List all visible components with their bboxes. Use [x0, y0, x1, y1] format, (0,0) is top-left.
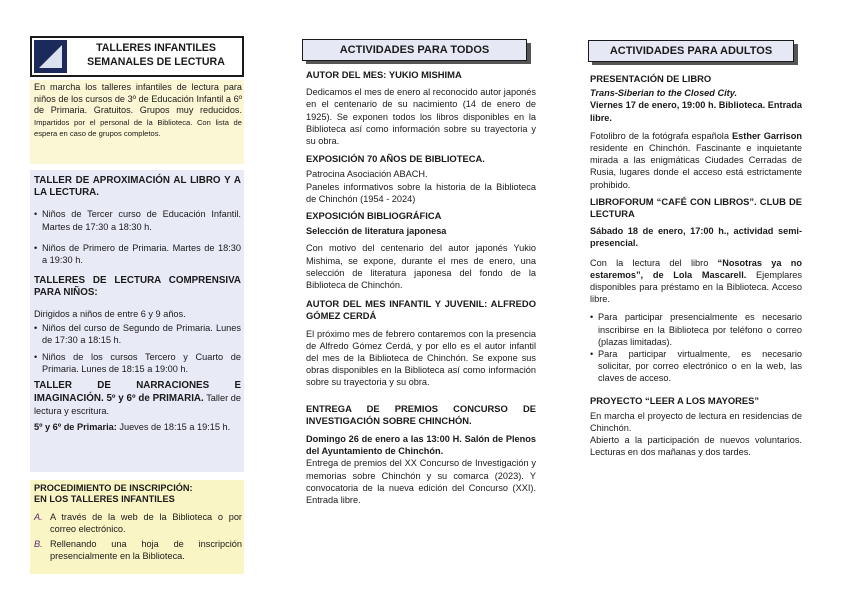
tab-actividades-adultos: ACTIVIDADES PARA ADULTOS — [588, 40, 794, 62]
presentacion-when: Viernes 17 de enero, 19:00 h. Biblioteca. Entrada libre. — [590, 100, 802, 123]
premios-text: Entrega de premios del XX Concurso de Investigación y memorias sobre Chinchón y su comarca (2023). Y convocatoria de la nueva edición del Concurso (XXI). Entrada libre. — [306, 458, 536, 506]
mayores-title: PROYECTO “LEER A LOS MAYORES” — [590, 394, 760, 406]
mayores-text1: En marcha el proyecto de lectura en residencias de Chinchón. — [590, 410, 802, 434]
inscripcion-option-b: B. Rellenando una hoja de inscripción presencialmente en la Biblioteca. — [34, 539, 242, 562]
club-text: Con la lectura del libro “Nosotras ya no estaremos”, de Lola Mascarell. Ejemplares disponibles para préstamo en la Biblioteca. Acceso libre. — [590, 257, 803, 305]
expobib-text: Con motivo del centenario del autor japonés Yukio Mishima, se expone, durante el mes de enero, una selección de literatura japonesa del fondo de la Biblioteca de Chinchón. — [306, 243, 536, 291]
taller1-list — [34, 208, 241, 266]
club-title: LIBROFORUM “CAFÉ CON LIBROS”. CLUB DE LECTURA — [590, 195, 802, 220]
taller2-sub: Dirigidos a niños de entre 6 y 9 años. — [34, 308, 186, 319]
expobib-title: EXPOSICIÓN BIBLIOGRÁFICA — [306, 210, 442, 222]
autor-title: AUTOR DEL MES: YUKIO MISHIMA — [306, 69, 462, 80]
expo70-text: Paneles informativos sobre la historia de la Biblioteca de Chinchón (1954 - 2024) — [306, 181, 536, 204]
taller3-block: TALLER DE NARRACIONES E IMAGINACIÓN. 5º y 6º de PRIMARIA. Taller de lectura y escritura. — [34, 379, 241, 417]
expo70-title: EXPOSICIÓN 70 AÑOS DE BIBLIOTECA. — [306, 153, 485, 165]
club-list — [590, 311, 802, 384]
list-item: • Para participar presencialmente es necesario inscribirse en la Biblioteca por teléfono o correo (plazas limitadas). — [590, 311, 802, 348]
presentacion-book: Trans-Siberian to the Closed City. — [590, 88, 738, 99]
taller3-when: 5º y 6º de Primaria: Jueves de 18:15 a 19:15 h. — [34, 422, 231, 433]
talleres-title: TALLERES INFANTILES SEMANALES DE LECTURA — [87, 42, 225, 68]
taller1-title: TALLER DE APROXIMACIÓN AL LIBRO Y A LA LECTURA. — [34, 175, 241, 199]
talleres-header — [30, 36, 244, 77]
list-item: • Niños de Tercer curso de Educación Infantil. Martes de 17:30 a 18:30 h. — [34, 208, 241, 232]
taller2-list — [34, 322, 241, 376]
intro-text: En marcha los talleres infantiles de lectura para niños de los cursos de 3º de Educación Infantil a 6º de Primaria. Gratuitos. Grupos muy reducidos. Impartidos por el personal de la Biblioteca. Con lista de espera en caso de grupos completos. — [34, 82, 242, 139]
autor-text: Dedicamos el mes de enero al reconocido autor japonés en el centenario de su nacimiento (14 de enero de 1925). Se exponen todos los libros disponibles en la Biblioteca así como información sobre su trayectoria y su obra. — [306, 87, 536, 147]
taller2-title: TALLERES DE LECTURA COMPRENSIVA PARA NIÑOS: — [34, 275, 241, 299]
inscripcion-option-a: A. A través de la web de la Biblioteca o por correo electrónico. — [34, 511, 242, 535]
expobib-sub: Selección de literatura japonesa — [306, 226, 447, 237]
library-logo-icon — [34, 40, 67, 73]
tab-actividades-todos: ACTIVIDADES PARA TODOS — [302, 39, 527, 61]
premios-when: Domingo 26 de enero a las 13:00 H. Salón de Plenos del Ayuntamiento de Chinchón. — [306, 434, 536, 457]
infantil-title: AUTOR DEL MES INFANTIL Y JUVENIL: ALFREDO GÓMEZ CERDÁ — [306, 298, 536, 322]
presentacion-title: PRESENTACIÓN DE LIBRO — [590, 73, 712, 84]
list-item: • Niños del curso de Segundo de Primaria. Lunes de 17:30 a 18:15 h. — [34, 322, 241, 346]
expo70-sponsor: Patrocina Asociación ABACH. — [306, 169, 428, 180]
presentacion-text: Fotolibro de la fotógrafa española Esther Garrison residente en Chinchón. Fascinante e inquietante mirada a las enigmáticas Ciudades Cerradas de Rusia, lugares donde el acceso está estrictamente prohibido. — [590, 130, 802, 190]
list-item: • Niños de Primero de Primaria. Martes de 18:30 a 19:30 h. — [34, 242, 241, 266]
club-when: Sábado 18 de enero, 17:00 h., actividad semi-presencial. — [590, 226, 802, 249]
list-item: • Para participar virtualmente, es necesario solicitar, por correo electrónico o en la web, las claves de acceso. — [590, 348, 802, 385]
infantil-text: El próximo mes de febrero contaremos con la presencia de Alfredo Gómez Cerdá, y por ello es el autor infantil del mes de la Biblioteca de Chinchón. Se expone sus obras disponibles en la Biblioteca así como información sobre su trayectoria y su obra. — [306, 328, 536, 388]
premios-title: ENTREGA DE PREMIOS CONCURSO DE INVESTIGACIÓN SOBRE CHINCHÓN. — [306, 402, 536, 426]
mayores-text2: Abierto a la participación de nuevos voluntarios. Lecturas en dos mañanas y dos tardes. — [590, 435, 802, 458]
inscripcion-title: PROCEDIMIENTO DE INSCRIPCIÓN: EN LOS TALLERES INFANTILES — [34, 483, 193, 505]
list-item: • Niños de los cursos Tercero y Cuarto de Primaria. Lunes de 18:15 a 19:00 h. — [34, 351, 241, 375]
